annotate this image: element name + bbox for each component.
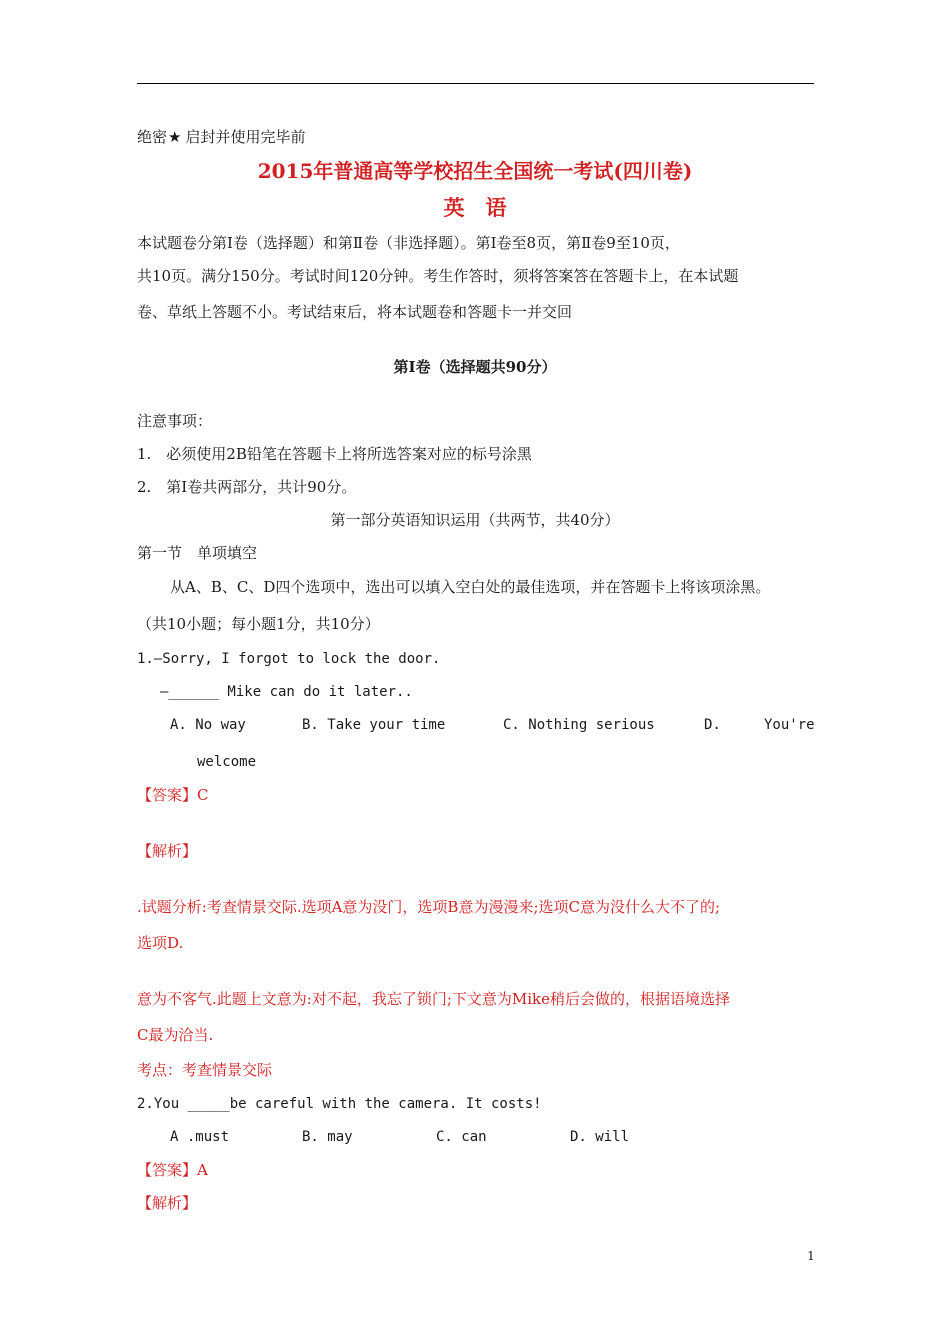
volume1-heading: 第Ⅰ卷（选择题共90分）: [393, 358, 557, 376]
instruction-line-2: （共10小题；每小题1分，共10分）: [137, 615, 380, 633]
q1-option-a: A. No way: [170, 717, 246, 733]
q1-option-b: B. Take your time: [302, 717, 446, 733]
notice-item-2: 2. 第Ⅰ卷共两部分，共计90分。: [137, 478, 357, 496]
q1-analysis-line-1: .试题分析:考查情景交际.选项A意为没门，选项B意为漫漫来;选项C意为没什么大不了的;: [137, 898, 721, 916]
exam-title: 2015年普通高等学校招生全国统一考试(四川卷): [257, 159, 693, 183]
q1-option-d-text: You're: [764, 717, 815, 733]
intro-line-1: 本试题卷分第Ⅰ卷（选择题）和第Ⅱ卷（非选择题）。第Ⅰ卷至8页，第Ⅱ卷9至10页，: [137, 234, 680, 252]
q1-option-d-text-cont: welcome: [197, 754, 257, 770]
q1-stem-line-2: —______ Mike can do it later..: [160, 684, 413, 700]
instruction-line-1: 从A、B、C、D四个选项中，选出可以填入空白处的最佳选项，并在答题卡上将该项涂黑。: [170, 578, 771, 596]
q1-option-c: C. Nothing serious: [503, 717, 655, 733]
q1-analysis-label: 【解析】: [137, 842, 198, 860]
q2-option-a: A .must: [170, 1129, 230, 1145]
q2-option-c: C. can: [436, 1129, 487, 1145]
q2-option-b: B. may: [302, 1129, 353, 1145]
q1-analysis-line-2: 选项D.: [137, 934, 184, 952]
page-number: 1: [807, 1249, 815, 1263]
star-icon: ★: [168, 128, 182, 146]
q2-answer: 【答案】A: [137, 1161, 208, 1179]
q2-option-d: D. will: [570, 1129, 630, 1145]
notice-item-1: 1. 必须使用2B铅笔在答题卡上将所选答案对应的标号涂黑: [137, 445, 532, 463]
confidential-line: [137, 127, 305, 147]
header-rule: [137, 83, 814, 84]
q2-stem: 2.You _____be careful with the camera. It costs!: [137, 1096, 542, 1112]
section1-heading: 第一节 单项填空: [137, 544, 258, 562]
intro-line-3: 卷、草纸上答题不小。考试结束后，将本试题卷和答题卡一并交回: [137, 303, 573, 321]
confidential-note: 启封并使用完毕前: [185, 128, 306, 146]
q1-option-d-letter: D.: [704, 717, 721, 733]
notice-label: 注意事项：: [137, 412, 213, 430]
q1-analysis-line-3: 意为不客气.此题上文意为:对不起，我忘了锁门;下文意为Mike稍后会做的，根据语境选择: [137, 990, 731, 1008]
part1-heading: 第一部分英语知识运用（共两节，共40分）: [330, 511, 620, 529]
q1-stem-line-1: 1.—Sorry, I forgot to lock the door.: [137, 651, 441, 667]
q1-answer: 【答案】C: [137, 786, 209, 804]
q1-kaodian: 考点：考查情景交际: [137, 1061, 273, 1079]
intro-line-2: 共10页。满分150分。考试时间120分钟。考生作答时，须将答案答在答题卡上，在本试题: [137, 267, 739, 285]
q2-analysis-label: 【解析】: [137, 1194, 198, 1212]
q1-analysis-line-4: C最为洽当.: [137, 1026, 214, 1044]
subject-title: 英 语: [443, 195, 507, 220]
confidential-label: 绝密: [137, 128, 168, 146]
